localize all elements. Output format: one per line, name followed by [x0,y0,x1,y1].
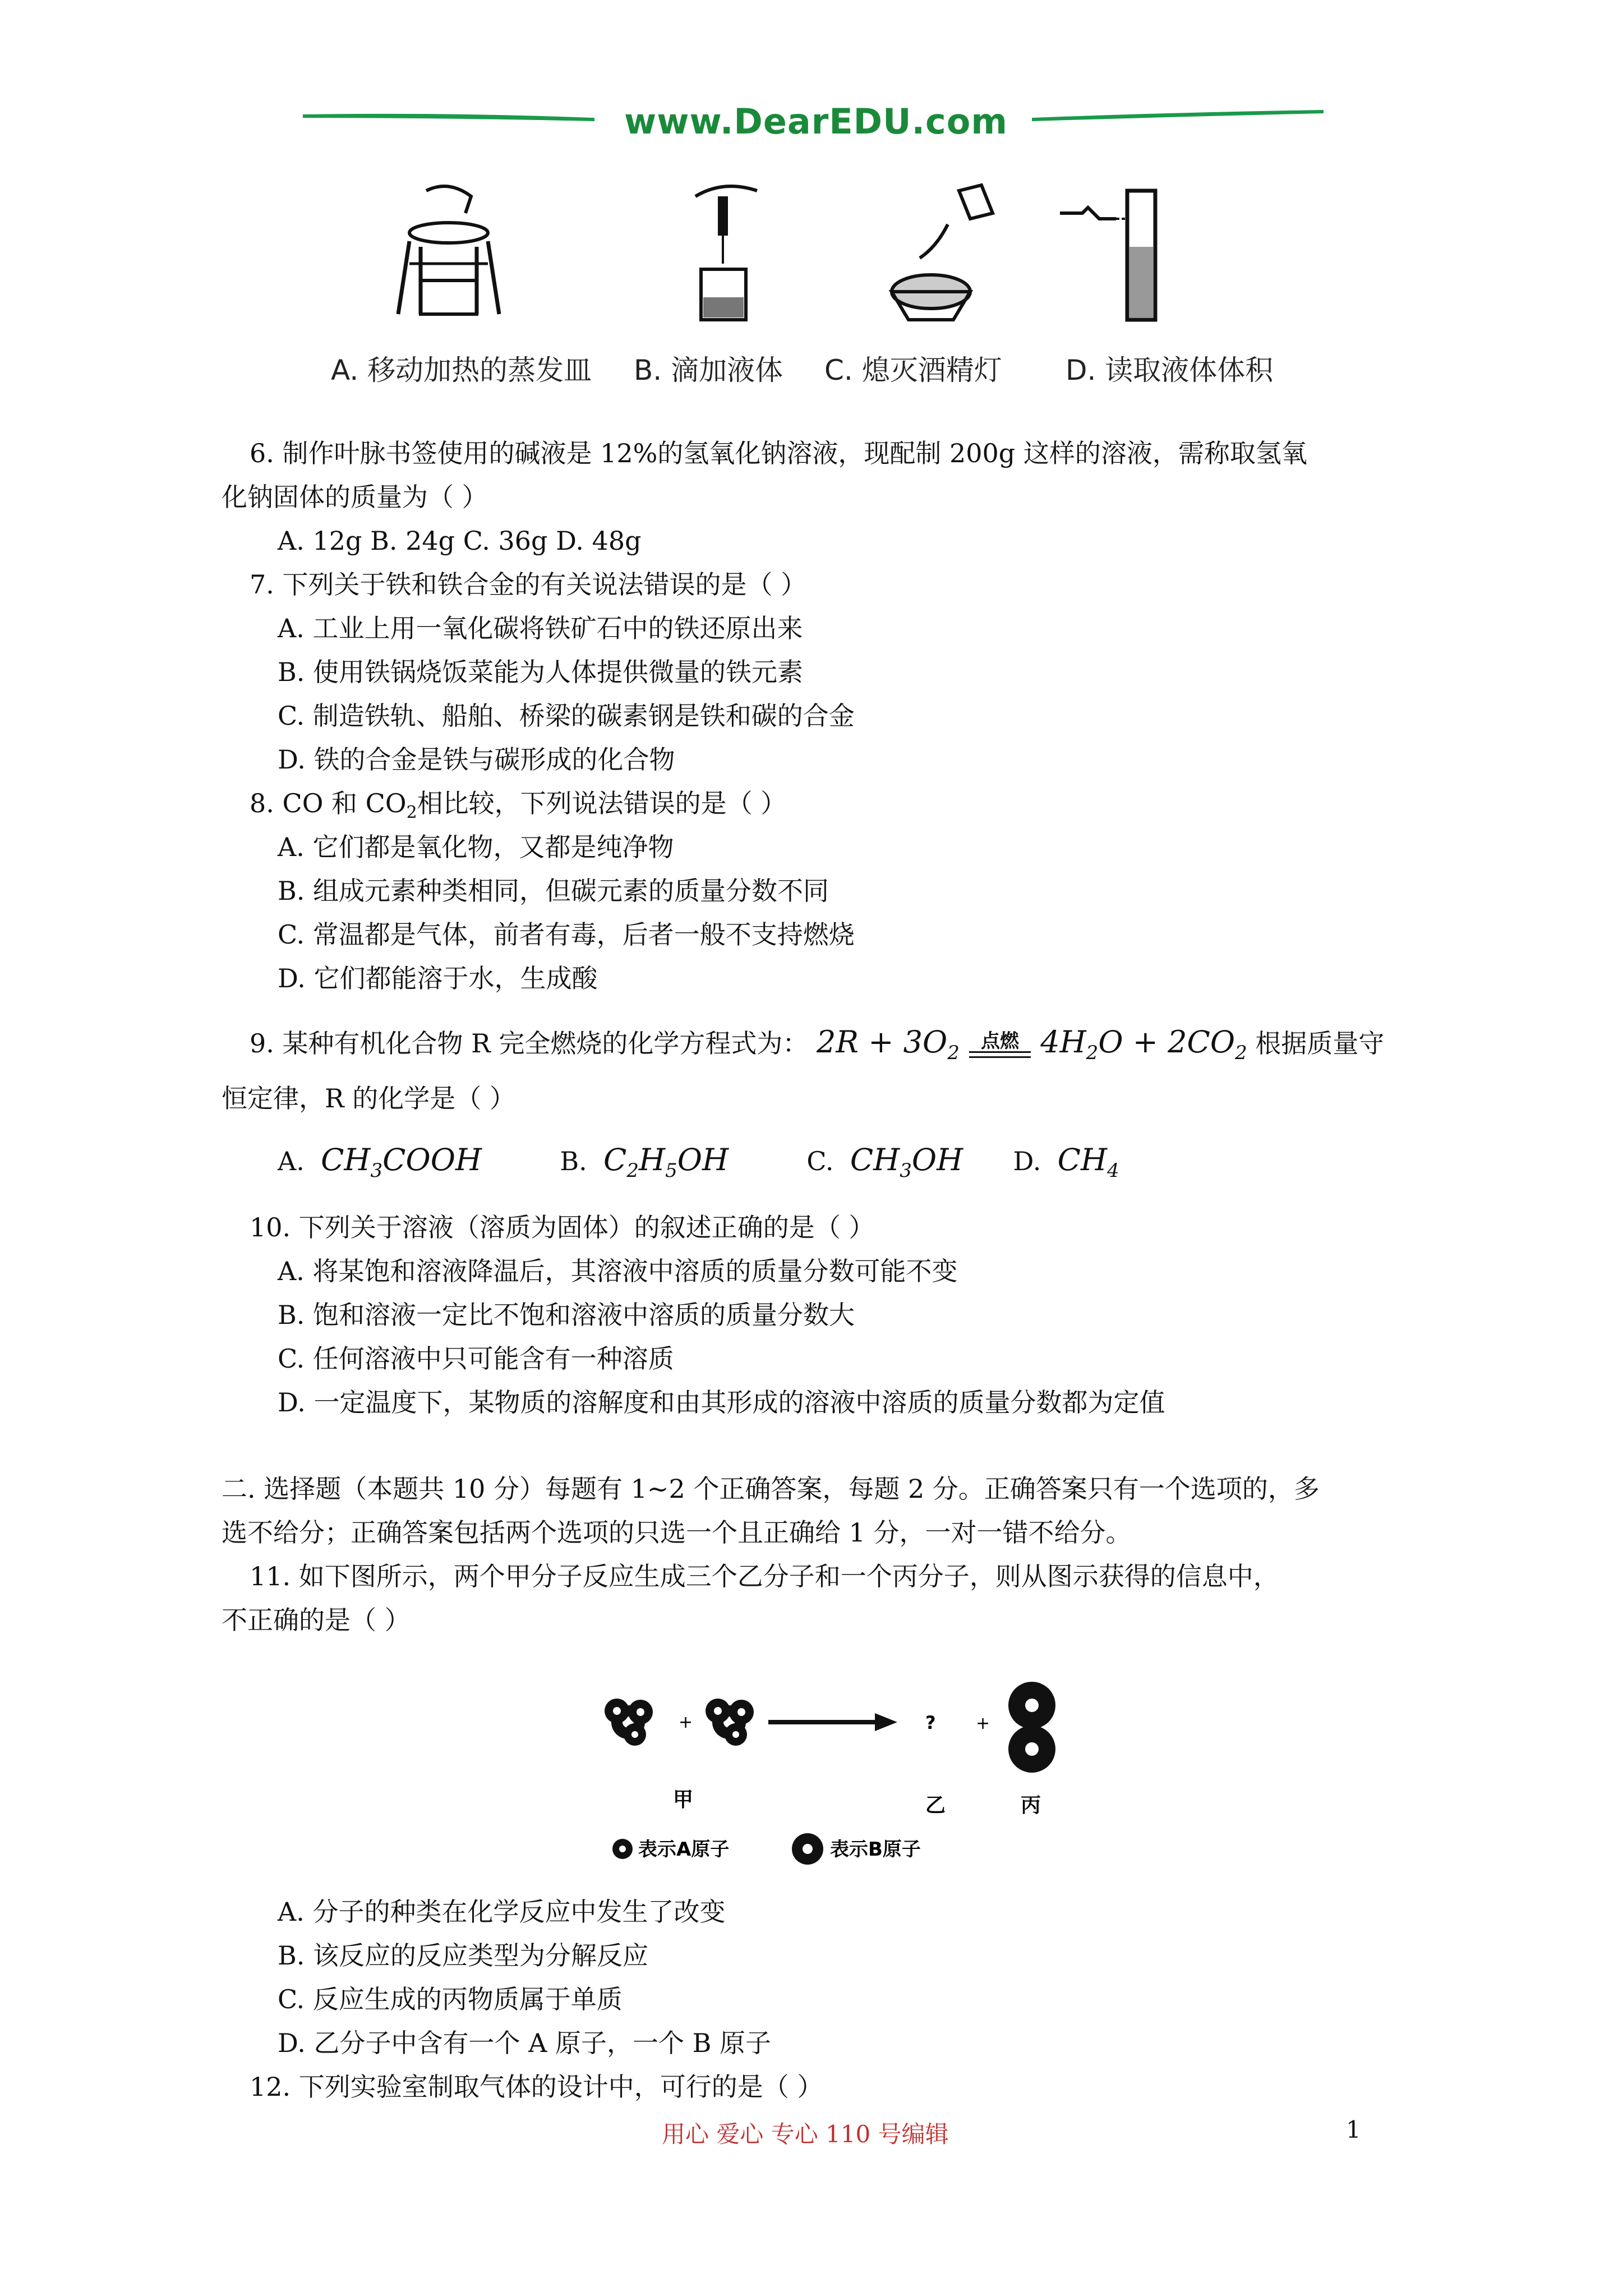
molecule-reaction-diagram [594,1677,1088,1870]
section2-line2: 选不给分；正确答案包括两个选项的只选一个且正确给 1 分，一对一错不给分。 [222,1517,1132,1548]
label-yi: 乙 [925,1794,946,1817]
q11-option-b: B. 该反应的反应类型为分解反应 [278,1940,649,1971]
q7-option-c: C. 制造铁轨、船舶、桥梁的碳素钢是铁和碳的合金 [278,701,855,731]
svg-text:表示B原子: 表示B原子 [830,1838,921,1861]
legend-b-atom [792,1833,921,1865]
label-jia: 甲 [673,1788,694,1811]
q11-option-c: C. 反应生成的丙物质属于单质 [278,1984,623,2014]
q6-line2: 化钠固体的质量为（ ） [222,482,488,512]
jia-molecule-2 [706,1699,754,1746]
q11-option-a: A. 分子的种类在化学反应中发生了改变 [278,1897,726,1927]
q10-option-d: D. 一定温度下，某物质的溶解度和由其形成的溶液中溶质的质量分数都为定值 [278,1387,1165,1418]
plus-sign-1: + [679,1713,693,1732]
q7-option-a: A. 工业上用一氧化碳将铁矿石中的铁还原出来 [278,613,803,643]
caption-d: D. 读取液体体积 [1066,354,1274,386]
q7-option-d: D. 铁的合金是铁与碳形成的化合物 [278,744,675,775]
page-number: 1 [1346,2116,1361,2143]
label-bing: 丙 [1021,1794,1041,1817]
section2-line1: 二. 选择题（本题共 10 分）每题有 1~2 个正确答案，每题 2 分。正确答案只有一个选项的，多 [222,1474,1320,1504]
graduated-cylinder-icon [1049,180,1195,325]
q7-option-b: B. 使用铁锅烧饭菜能为人体提供微量的铁元素 [278,657,804,687]
q8-stem: 8. CO 和 $CO_2$相比较，下列说法错误的是（ ） [250,788,787,823]
q10-stem: 10. 下列关于溶液（溶质为固体）的叙述正确的是（ ） [250,1212,875,1243]
q9-option-d-formula: $CH_4$ [1057,1142,1119,1182]
legend-a-atom [612,1838,729,1861]
yi-placeholder: ? [925,1712,936,1733]
q9-stem: 9. 某种有机化合物 R 完全燃烧的化学方程式为： $2R + 3O_2$ 点燃 $4H_2O + 2CO_2$ 根据质量守 [250,1024,1385,1064]
q11-line2: 不正确的是（ ） [222,1605,411,1635]
lab-operations-figure [314,180,1324,325]
footer-text: 用心 爱心 专心 110 号编辑 [662,2120,949,2148]
q9-option-b-formula: $C_2H_5OH$ [603,1142,729,1182]
alcohol-lamp-icon [880,180,1015,325]
jia-molecule-1 [605,1699,653,1746]
q10-option-b: B. 饱和溶液一定比不饱和溶液中溶质的质量分数大 [278,1300,855,1330]
bing-molecule [1008,1682,1055,1773]
q9-option-a-formula: $CH_3COOH$ [321,1142,482,1182]
dropper-icon [673,180,774,325]
q10-option-a: A. 将某饱和溶液降温后，其溶液中溶质的质量分数可能不变 [278,1256,958,1286]
q9-options: A. $CH_3COOH$ B. $C_2H_5OH$ C. $CH_3OH$ D. $CH_4$ [278,1142,1119,1182]
evaporating-dish-icon [387,180,510,325]
q8-option-c: C. 常温都是气体，前者有毒，后者一般不支持燃烧 [278,919,855,950]
q9-line2: 恒定律，R 的化学是（ ） [222,1083,515,1114]
reaction-svg [594,1677,1088,1868]
svg-text:表示A原子: 表示A原子 [638,1838,730,1861]
q9-equation: $2R + 3O_2$ 点燃 $4H_2O + 2CO_2$ [817,1024,1247,1064]
q6-line1: 6. 制作叶脉书签使用的碱液是 12%的氢氧化钠溶液，现配制 200g 这样的溶液，需称取氢氧 [250,438,1307,468]
q12-stem: 12. 下列实验室制取气体的设计中，可行的是（ ） [250,2072,823,2102]
q11-line1: 11. 如下图所示，两个甲分子反应生成三个乙分子和一个丙分子，则从图示获得的信息中， [250,1561,1279,1591]
q8-option-a: A. 它们都是氧化物，又都是纯净物 [278,832,674,862]
q8-option-d: D. 它们都能溶于水，生成酸 [278,963,598,993]
caption-a: A. 移动加热的蒸发皿 [331,354,592,386]
q10-option-c: C. 任何溶液中只可能含有一种溶质 [278,1343,674,1374]
caption-b: B. 滴加液体 [634,354,783,386]
header-brand: www.DearEDU.com [624,101,1008,142]
q8-option-b: B. 组成元素种类相同，但碳元素的质量分数不同 [278,876,829,906]
q7-stem: 7. 下列关于铁和铁合金的有关说法错误的是（ ） [250,569,807,600]
plus-sign-2: + [976,1714,990,1733]
q9-option-c-formula: $CH_3OH$ [850,1142,963,1182]
q11-option-d: D. 乙分子中含有一个 A 原子，一个 B 原子 [278,2028,771,2058]
caption-c: C. 熄灭酒精灯 [824,354,1002,386]
q6-options: A. 12g B. 24g C. 36g D. 48g [278,526,642,556]
